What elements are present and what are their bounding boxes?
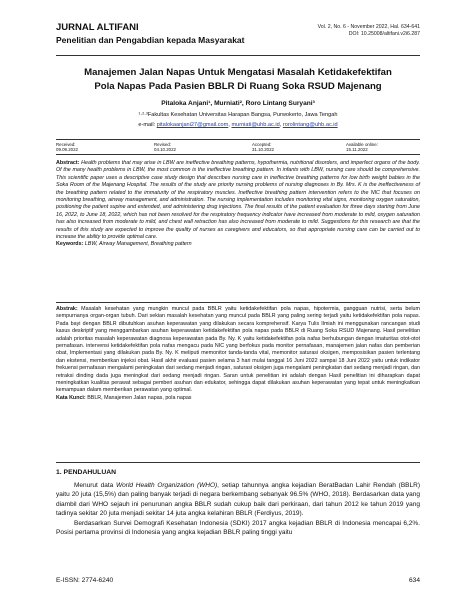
kata-kunci-label: Kata Kunci: [56, 394, 86, 401]
available-label: Available online: [346, 142, 378, 147]
email-sep-1: , [228, 122, 230, 128]
email-sep-2: , [279, 122, 282, 128]
journal-name: JURNAL ALTIFANI [56, 22, 139, 33]
abstract-divider [56, 302, 420, 303]
abstract-english [56, 160, 420, 249]
abstrak-label: Abstrak: [56, 306, 78, 312]
email-link-3[interactable]: rorolintang@uhb.ac.id [282, 122, 338, 128]
available-value: 15.11.2022 [346, 147, 368, 152]
page-footer [56, 577, 420, 584]
accepted-date [252, 142, 274, 152]
keywords-text: LBW, Airway Management, Breathing pattern [84, 241, 192, 248]
p1-italic: World Health Organization (WHO) [116, 482, 218, 489]
received-value: 09.09.2022 [56, 147, 78, 152]
email-label: e-mail: [138, 122, 156, 128]
title-line-1: Manajemen Jalan Napas Untuk Mengatasi Masalah Ketidakefektifan [84, 67, 392, 78]
email-line [56, 122, 420, 128]
body-paragraph-2: Berdasarkan Survei Demografi Kesehatan Indonesia (SDKI) 2017 angka kejadian BBLR di Indonesia mencapai 6,2%. Posisi pertama provinsi di Indonesia yang angka kejadian BBLR paling tinggi yaitu [56, 519, 420, 537]
article-dates [56, 139, 420, 155]
abstract-indonesian [56, 306, 420, 402]
volume-text: Vol. 2, No. 6 - November 2022, Hal. 634-641 [317, 24, 420, 30]
abstrak-text: Masalah kesehatan yang mungkin muncul pada BBLR yaitu ketidakefektifan pola napas, hipotermia, gangguan nutrisi, serta belum sempurnanya organ-organ tubuh. Dari sekian masalah kesehatan yang muncul pada BBLR yang paling sering terjadi yaitu ketidakefektifan pola napas. Pada bayi dengan BBLR dibutuhkan asuhan keperawatan yang dilakukan secara komprehensif. Karya Tulis Ilmiah ini menggunakan rancangan studi kasus deskriptif yang menggambarkan asuhan keperawatan ketidakefektifan pola napas pada BBLR di Ruang Soka RSUD Majenang. Hasil penelitian adalah prioritas masalah keperawatan diagnosa keperawatan pada By. Ny. K yaitu ketidakefektifan pola nafas berhubungan dengan imaturitas otot-otot pernafasan. intervensi ketidakefektifan pola nafas mengacu pada NIC yang berfokus pada monitor pernafasan, manajemen jalan nafas dan pemberian obat, Implementasi yang dilakukan pada By. Ny. K meliputi memonitor tanda-tanda vital, memonitor saturasi oksigen, memposisikan pasien terlentang dan ekstensi, memberikan injeksi obat. Hasil akhir evaluasi pasien selama 3 hari mulai tanggal 16 Juni 2022 sampai 18 Juni 2022 yaitu untuk indikator frekuensi pernafasan mengalami peningkatan dari sedang menjadi ringan, saturasi oksigen juga mengalami peningkatan dari sedang menjadi ringan, dan retraksi dinding dada juga meningkat dari sedang menjadi ringan. Saran untuk penelitian ini adalah dengan Hasil penelitian ini diharapkan dapat meningkatkan kualitas perawat sebagai pemberi asuhan dan edukator, sehingga dapat dilakukan asuhan keperawatan yang tepat untuk meningkatkan kemampuan dalam memberikan perawatan yang optimal. [56, 306, 420, 394]
issn: E-ISSN: 2774-6240 [56, 577, 114, 584]
kata-kunci-text: BBLR, Manajemen Jalan napas, pola napas [87, 394, 192, 401]
accepted-label: Accepted: [252, 142, 272, 147]
title-line-2: Pola Napas Pada Pasien BBLR Di Ruang Soka RSUD Majenang [94, 81, 382, 92]
revised-value: 04.10.2022 [154, 147, 176, 152]
received-date [56, 142, 78, 152]
p1-rest: , setiap tahunnya angka kejadian BeratBadan Lahir Rendah (BBLR) yaitu 20 juta (15,5%) dan paling banyak terjadi di negara berkembang sebanyak 96.5% (WHO, 2018). Berdasarkan data yang diambil dari WHO sejauh ini penurunan angka BBLR sudah cukup baik dari perkiraan, dari tahun 2012 ke tahun 2019 yang tadinya sekitar 20 juta menjadi sekitar 14 juta angka kelahiran BBLR (Ferdiyus, 2019). [56, 482, 420, 518]
email-link-1[interactable]: pitalokaanjani27@gmail.com [156, 122, 229, 128]
available-date [346, 142, 378, 152]
doi-text: DOI: 10.25008/altifani.v2i6.287 [348, 31, 420, 37]
journal-header [56, 22, 245, 46]
received-label: Received: [56, 142, 76, 147]
affiliation: ¹·²·³Fakultas Kesehatan Universitas Harapan Bangsa, Purwokerto, Jawa Tengah [138, 112, 338, 118]
journal-subtitle: Penelitian dan Pengabdian kepada Masyarakat [56, 35, 245, 45]
email-link-2[interactable]: murniati@uhb.ac.id [231, 122, 280, 128]
paper-title [56, 66, 420, 94]
section-body [56, 481, 420, 537]
body-paragraph-1 [56, 481, 420, 519]
p1-start: Menurut data [74, 482, 117, 489]
section-divider [56, 462, 420, 463]
section-heading: 1. PENDAHULUAN [56, 469, 117, 476]
abstract-text: Health problems that may arise in LBW are ineffective breathing patterns, hypothermia, nutritional disorders, and imperfect organs of the body. Of the many health problems in LBW, the most common is the ineffective breathing pattern. In infants with LBW, nursing care should be comprehensive. This scientific paper uses a descriptive case study design that describes nursing care in ineffective breathing patterns for low birth weight babies in the Soka Room of the Majenang Hospital. The results of the study are priority nursing problems of nursing diagnoses in By. Mrs. K is the ineffectiveness of the breathing pattern related to the immaturity of the respiratory muscles. Ineffective breathing pattern intervention refers to the NIC that focuses on monitoring breathing, airway management, and administration. The nursing implementation includes monitoring vital signs, monitoring oxygen saturation, positioning the patient supine and extended, and administering drug injections. The final results of the patient evaluation for three days starting from June 16, 2022, to June 18, 2022, which has not been resolved for the respiratory frequency indicator have increased from moderate to mild, oxygen saturation has also increased from moderate to mild, and chest wall retraction has also increased from moderate to mild. Suggestions for this research are that the results of this study are expected to improve the quality of nurses as caregivers and educators, so that appropriate nursing care can be carried out to increase the ability to provide optimal care. [56, 160, 420, 241]
page-number: 634 [408, 577, 420, 584]
volume-info [318, 24, 420, 38]
accepted-value: 31.10.2022 [252, 147, 274, 152]
header-rule [56, 55, 420, 56]
abstract-label: Abstract: [56, 160, 80, 166]
keywords-label: Keywords: [56, 241, 84, 248]
author-list: Pitaloka Anjani¹, Murniati², Roro Lintang Suryani³ [161, 100, 315, 107]
revised-date [154, 142, 176, 152]
revised-label: Revised: [154, 142, 172, 147]
